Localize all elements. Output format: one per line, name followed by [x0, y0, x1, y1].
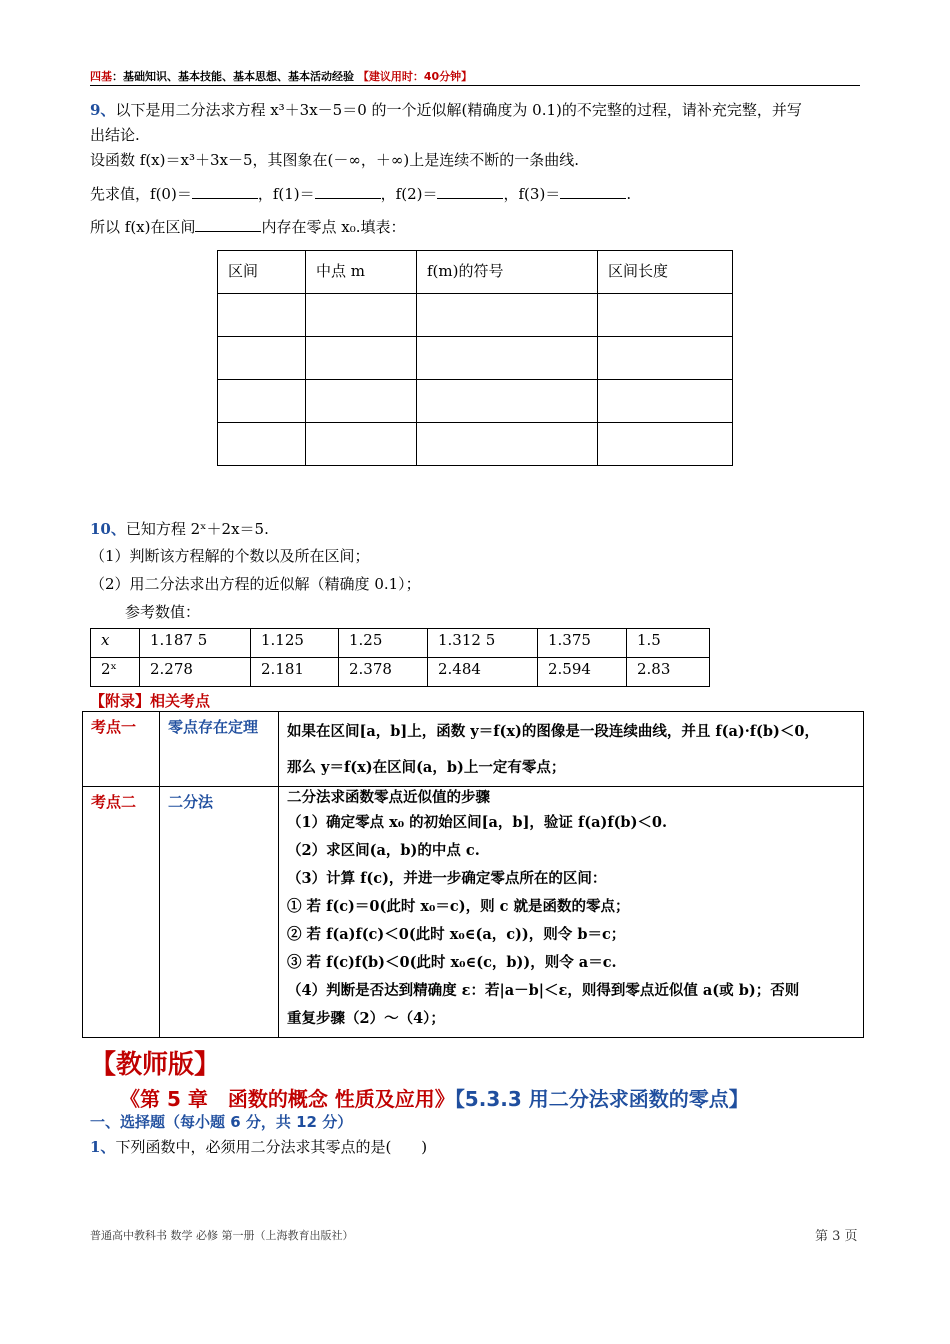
header-text: 基础知识、基本技能、基本思想、基本活动经验: [123, 70, 354, 83]
table-row: [218, 251, 733, 294]
q9-f2: f(2)＝: [395, 185, 438, 203]
f1-blank[interactable]: [315, 184, 381, 199]
empty-cell[interactable]: [598, 294, 733, 337]
kp2-line: ① 若 f(c)＝0(此时 x₀＝c)，则 c 就是函数的零点；: [287, 898, 630, 915]
empty-cell[interactable]: [417, 294, 598, 337]
kp2-line: ③ 若 f(c)f(b)＜0(此时 x₀∈(c，b))，则令 a＝c.: [287, 954, 617, 971]
kp1-line: 那么 y＝f(x)在区间(a，b)上一定有零点；: [287, 759, 566, 776]
empty-cell[interactable]: [598, 380, 733, 423]
chapter-name: 《第 5 章 函数的概念 性质及应用》: [120, 1087, 455, 1111]
q9-interval-a: 所以 f(x)在区间: [90, 218, 196, 236]
q9-interval-b: 内存在零点 x₀.填表：: [261, 218, 406, 236]
table-cell: 1.125: [251, 629, 339, 658]
kp1-name: 零点存在定理: [160, 712, 279, 787]
q9-sep-1: ，: [257, 185, 273, 203]
empty-cell[interactable]: [218, 337, 306, 380]
q9-f1: f(1)＝: [272, 185, 315, 203]
kp2-content: [279, 787, 864, 1038]
table-cell: 1.375: [538, 629, 627, 658]
knowledge-points-table: [82, 711, 864, 1038]
page-header: [90, 68, 472, 84]
q9-setup: 设函数 f(x)＝x³＋3x－5，其图象在(－∞，＋∞)上是连续不断的一条曲线.: [90, 151, 579, 169]
q9-number: 9、: [90, 101, 116, 119]
empty-cell[interactable]: [417, 423, 598, 466]
kp2-line: （4）判断是否达到精确度 ε：若|a－b|＜ε，则得到零点近似值 a(或 b)；否则: [287, 982, 800, 999]
footer-book: 普通高中教科书 数学 必修 第一册（上海教育出版社）: [90, 1229, 354, 1242]
interval-blank[interactable]: [195, 217, 261, 232]
kp2-line: 重复步骤（2）～（4）；: [287, 1010, 445, 1027]
q10-number: 10、: [90, 520, 126, 538]
table-cell: 1.187 5: [140, 629, 251, 658]
kp2-line: （3）计算 f(c)，并进一步确定零点所在的区间：: [287, 870, 607, 887]
table-row: [218, 294, 733, 337]
header-cell-interval: 区间: [218, 251, 306, 294]
empty-cell[interactable]: [218, 294, 306, 337]
kp2-line: ② 若 f(a)f(c)＜0(此时 x₀∈(a，c))，则令 b＝c；: [287, 926, 626, 943]
empty-cell[interactable]: [306, 337, 417, 380]
kp2-name: 二分法: [160, 787, 279, 1038]
table-cell: 2.378: [339, 658, 428, 687]
empty-cell[interactable]: [598, 337, 733, 380]
table-cell: 1.312 5: [428, 629, 538, 658]
teacher-q1-number: 1、: [90, 1138, 116, 1156]
f2-blank[interactable]: [437, 184, 503, 199]
header-cell-sign: f(m)的符号: [417, 251, 598, 294]
table-row: [218, 337, 733, 380]
q9-evaluations: [90, 184, 631, 204]
table-row: [91, 629, 710, 658]
q10-stem-text: 已知方程 2ˣ＋2x＝5.: [125, 520, 269, 538]
q10-part2: （2）用二分法求出方程的近似解（精确度 0.1）；: [90, 575, 421, 593]
empty-cell[interactable]: [598, 423, 733, 466]
table-cell: 2ˣ: [91, 658, 140, 687]
q9-eval-prefix: 先求值，: [90, 185, 151, 203]
table-cell: 2.83: [627, 658, 710, 687]
empty-cell[interactable]: [218, 380, 306, 423]
kp2-line: （2）求区间(a，b)的中点 c.: [287, 842, 480, 859]
empty-cell[interactable]: [306, 423, 417, 466]
appendix-title: [90, 690, 210, 711]
appendix-title-text: 【附录】相关考点: [90, 692, 211, 710]
footer-page: 第 3 页: [815, 1229, 858, 1244]
header-label: 四基: [90, 70, 112, 83]
table-row: [83, 712, 864, 787]
lesson-name: 【5.3.3 用二分法求函数的零点】: [454, 1087, 749, 1111]
f3-blank[interactable]: [560, 184, 626, 199]
q10-ref: 参考数值：: [125, 603, 201, 621]
kp1-content: [279, 712, 864, 787]
empty-cell[interactable]: [417, 380, 598, 423]
empty-cell[interactable]: [306, 380, 417, 423]
reference-table: [90, 628, 710, 687]
header-colon: ：: [112, 70, 123, 83]
table-cell: 2.181: [251, 658, 339, 687]
table-cell: 2.484: [428, 658, 538, 687]
table-cell: 1.25: [339, 629, 428, 658]
chapter-title: [120, 1083, 749, 1112]
kp2-label: 考点二: [83, 787, 160, 1038]
teacher-q1: [90, 1137, 427, 1157]
table-cell: 2.594: [538, 658, 627, 687]
q9-intro-cont: 出结论.: [90, 126, 140, 144]
table-row: [91, 658, 710, 687]
empty-cell[interactable]: [306, 294, 417, 337]
header-time: 【建议用时：40分钟】: [357, 70, 473, 83]
q10-stem: [90, 519, 269, 539]
q9-end: .: [626, 185, 632, 203]
teacher-edition-title: 【教师版】: [90, 1050, 221, 1080]
table-cell: 2.278: [140, 658, 251, 687]
f0-blank[interactable]: [192, 184, 258, 199]
q9-f3: f(3)＝: [518, 185, 561, 203]
section-heading: 一、选择题（每小题 6 分，共 12 分）: [90, 1113, 353, 1131]
header-cell-midpoint: 中点 m: [306, 251, 417, 294]
teacher-q1-text: 下列函数中，必须用二分法求其零点的是( ): [115, 1138, 428, 1156]
table-row: [218, 380, 733, 423]
empty-cell[interactable]: [218, 423, 306, 466]
q9-intro-text: 以下是用二分法求方程 x³＋3x－5＝0 的一个近似解(精确度为 0.1)的不完整的过程，请补充完整，并写: [115, 101, 802, 119]
table-cell: x: [91, 629, 140, 658]
header-divider: [90, 85, 860, 86]
table-row: [83, 787, 864, 1038]
q9-sep-3: ，: [503, 185, 519, 203]
q9-sep-2: ，: [380, 185, 396, 203]
kp2-line: （1）确定零点 x₀ 的初始区间[a，b]，验证 f(a)f(b)＜0.: [287, 814, 668, 831]
header-cell-length: 区间长度: [598, 251, 733, 294]
q9-f0: f(0)＝: [150, 185, 192, 203]
table-cell: 1.5: [627, 629, 710, 658]
bisection-table: [217, 250, 733, 466]
table-row: [218, 423, 733, 466]
q9-interval-line: [90, 217, 406, 237]
empty-cell[interactable]: [417, 337, 598, 380]
q9-intro: [90, 100, 802, 120]
kp2-line: 二分法求函数零点近似值的步骤: [287, 789, 490, 806]
q10-part1: （1）判断该方程解的个数以及所在区间；: [90, 547, 370, 565]
kp1-line: 如果在区间[a，b]上，函数 y＝f(x)的图像是一段连续曲线，并且 f(a)·f(b)＜0，: [287, 723, 819, 740]
kp1-label: 考点一: [83, 712, 160, 787]
